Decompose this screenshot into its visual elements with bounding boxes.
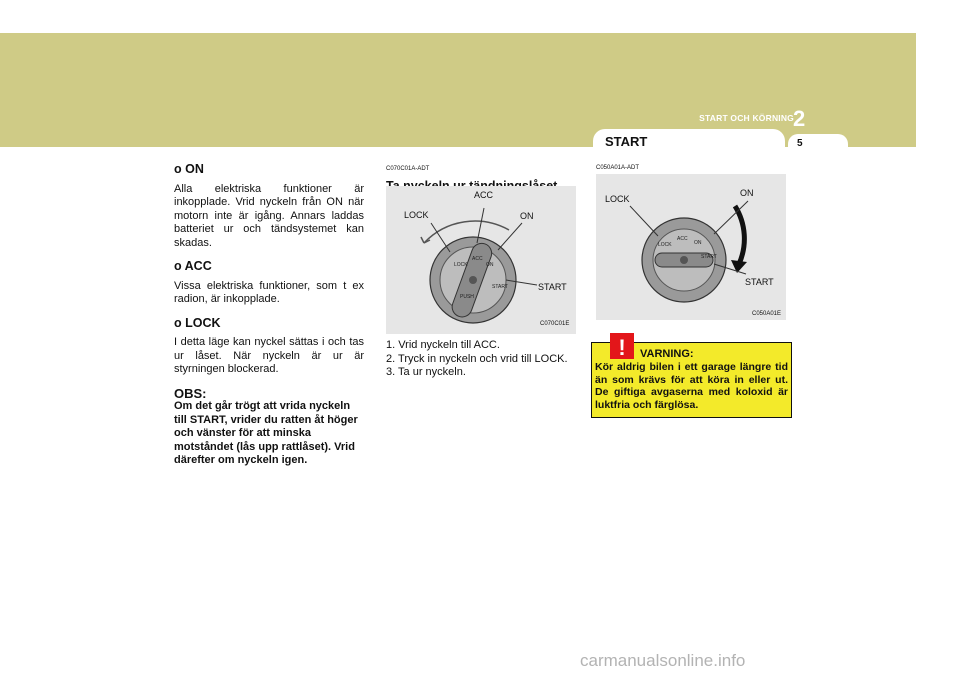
label-on: ON: [740, 188, 754, 198]
ignition-lock-diagram: [386, 186, 576, 334]
tab-title: START: [605, 134, 648, 149]
dial-text-on: ON: [486, 262, 494, 268]
step-item: 3. Ta ur nyckeln.: [386, 366, 466, 378]
section-title: START OCH KÖRNING: [699, 113, 794, 123]
lock-center-icon: [680, 256, 688, 264]
watermark: carmanualsonline.info: [580, 651, 746, 670]
step-item: 1. Vrid nyckeln till ACC.: [386, 339, 500, 351]
dial-text-push: PUSH: [460, 294, 474, 300]
label-lock: LOCK: [404, 210, 429, 220]
label-acc: ACC: [474, 190, 494, 200]
ignition-figure-1: [386, 186, 576, 334]
column-left: [174, 163, 364, 468]
acc-heading: o ACC: [174, 259, 212, 273]
page-tab: [788, 134, 848, 154]
label-start: START: [538, 282, 567, 292]
arrow-tip-icon: [421, 237, 424, 243]
section-code: C050A01A-ADT: [596, 165, 640, 171]
label-on: ON: [520, 211, 534, 221]
on-text: Alla elektriska funktioner är inkopplade. Vrid nyckeln från ON när motorn inte är igång. Annars laddas batteriet ur och tändsystemet kan skadas.: [174, 182, 364, 249]
step-item: 2. Tryck in nyckeln och vrid till LOCK.: [386, 352, 568, 365]
figure-code: C050A01E: [752, 311, 782, 317]
chapter-number: 2: [793, 106, 806, 131]
rotation-arrow-icon: [735, 206, 744, 264]
svg-text:!: !: [618, 335, 626, 359]
dial-text-acc: ACC: [677, 236, 688, 242]
obs-text: Om det går trögt att vrida nyckeln till START, vrider du ratten åt höger och vänster för att minska motståndet (lås upp rattlåset). Vrid därefter om nyckeln igen.: [174, 400, 358, 466]
exclamation-icon: [610, 333, 634, 359]
removal-steps: [386, 339, 580, 380]
warning-title: VARNING:: [640, 348, 694, 360]
section-code: C070C01A-ADT: [386, 166, 430, 172]
label-start: START: [745, 277, 774, 287]
dial-text-acc: ACC: [472, 256, 483, 262]
warning-text: Kör aldrig bilen i ett garage längre tid än som krävs för att köra in eller ut. De giftiga avgaserna med koloxid är luktfria och färglösa.: [595, 361, 788, 411]
lock-center-icon: [469, 276, 477, 284]
on-heading: o ON: [174, 162, 204, 176]
obs-heading: OBS:: [174, 385, 207, 401]
figure-code: C070C01E: [540, 321, 570, 327]
dial-text-start: START: [701, 254, 717, 260]
section-tab: [593, 129, 785, 153]
arrow-head-icon: [731, 260, 747, 273]
label-lock: LOCK: [605, 194, 630, 204]
page-number: 5: [797, 138, 803, 149]
lock-heading: o LOCK: [174, 315, 221, 330]
dial-text-lock: LOCK: [454, 262, 468, 268]
dial-text-on: ON: [694, 240, 702, 246]
leader-line: [630, 206, 658, 236]
dial-text-lock: LOCK: [658, 242, 672, 248]
acc-text: Vissa elektriska funktioner, som t ex radion, är inkopplade.: [174, 279, 364, 305]
lock-text: I detta läge kan nyckel sättas i och tas ur låset. När nyckeln är ur är styrningen blockerad.: [174, 336, 364, 375]
dial-text-start: START: [492, 284, 508, 290]
